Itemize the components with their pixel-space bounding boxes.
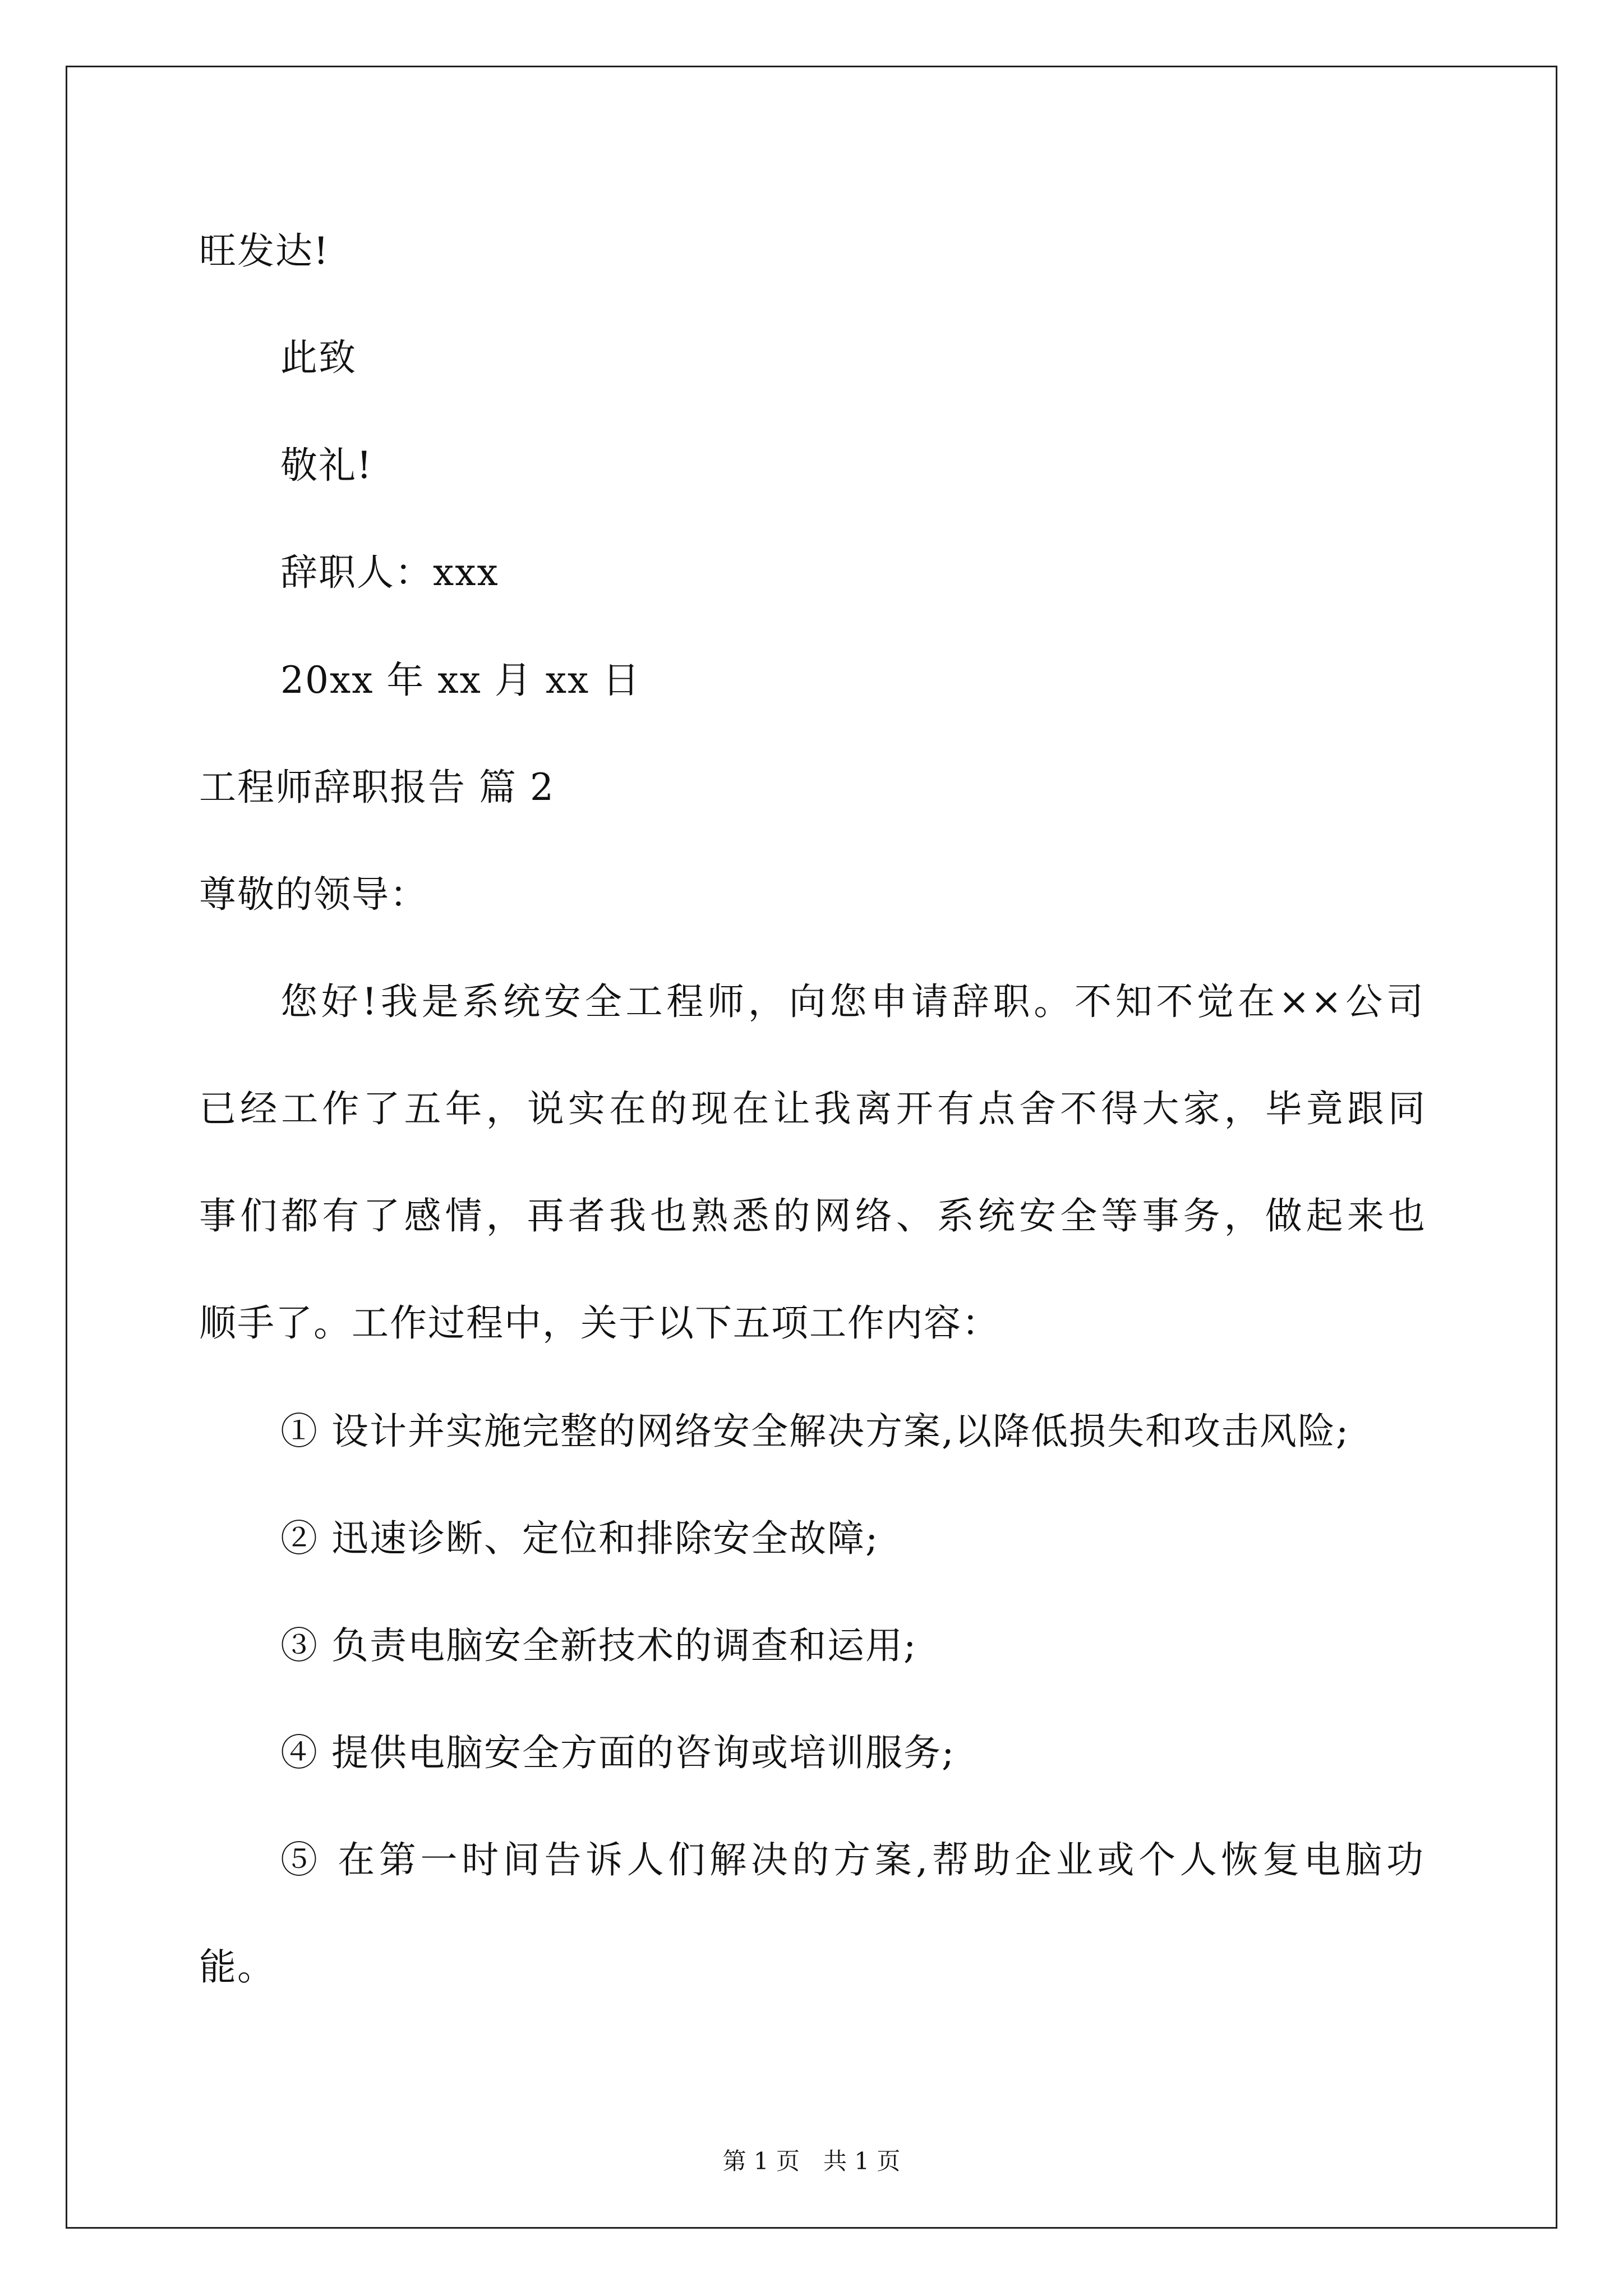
signature-line: 辞职人：xxx	[280, 551, 499, 594]
list-item: ④ 提供电脑安全方面的咨询或培训服务;	[280, 1731, 956, 1774]
paragraph-line: 事们都有了感情，再者我也熟悉的网络、系统安全等事务，做起来也	[199, 1194, 1426, 1237]
closing-regards: 敬礼!	[280, 444, 373, 487]
list-item: ② 迅速诊断、定位和排除安全故障;	[280, 1517, 879, 1560]
list-item: ③ 负责电脑安全新技术的调查和运用;	[280, 1624, 917, 1667]
date-line: 20xx 年 xx 月 xx 日	[280, 659, 641, 702]
closing-salutation: 此致	[280, 336, 357, 379]
list-item: ⑤ 在第一时间告诉人们解决的方案,帮助企业或个人恢复电脑功	[280, 1838, 1424, 1881]
paragraph-line: 您好!我是系统安全工程师，向您申请辞职。不知不觉在××公司	[280, 980, 1424, 1023]
paragraph-line: 顺手了。工作过程中，关于以下五项工作内容：	[199, 1301, 1000, 1345]
section-heading: 工程师辞职报告 篇 2	[199, 766, 555, 809]
list-item: ① 设计并实施完整的网络安全解决方案,以降低损失和攻击风险;	[280, 1410, 1350, 1453]
greeting-line: 尊敬的领导：	[199, 873, 428, 916]
page-footer: 第 1 页 共 1 页	[722, 2147, 901, 2175]
text-line: 旺发达!	[199, 229, 330, 273]
page-border	[66, 66, 1557, 2229]
paragraph-line: 已经工作了五年，说实在的现在让我离开有点舍不得大家，毕竟跟同	[199, 1087, 1426, 1130]
list-item-continuation: 能。	[199, 1945, 275, 1989]
